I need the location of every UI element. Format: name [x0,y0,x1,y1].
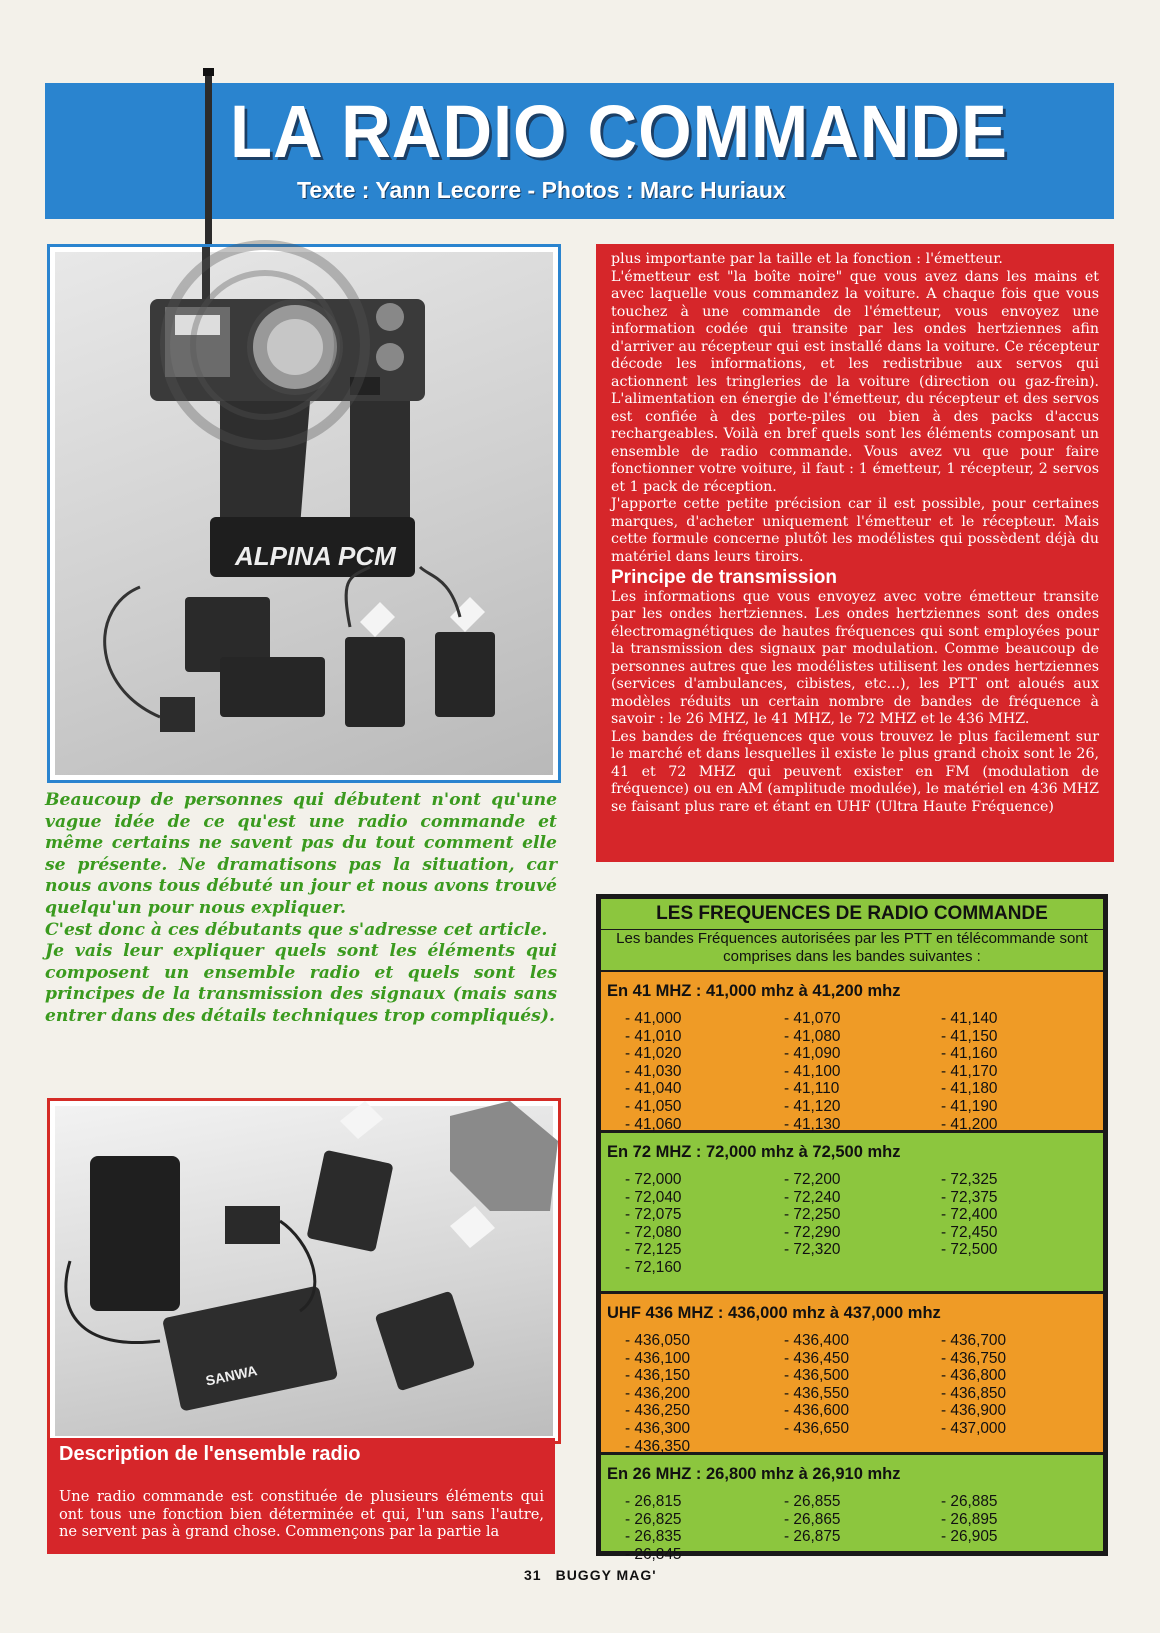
frequency-table-intro: Les bandes Fréquences autorisées par les PTT en télécommande sont comprises dans les bandes suivantes : [601,930,1103,970]
frequency-value: - 72,160 [625,1258,682,1276]
frequency-section-26 [601,1455,1103,1563]
transmission-heading: Principe de transmission [611,567,837,588]
frequency-column [625,1332,690,1455]
frequency-value: - 72,075 [625,1206,682,1224]
frequency-value: - 436,400 [784,1332,850,1349]
frequency-value: - 41,140 [941,1010,998,1027]
frequency-value: - 436,900 [941,1402,1007,1420]
frequency-table-title: LES FREQUENCES DE RADIO COMMANDE [601,899,1103,929]
frequency-value: - 436,250 [625,1402,691,1420]
frequency-section-heading: En 72 MHZ : 72,000 mhz à 72,500 mhz [607,1143,901,1161]
frequency-value: - 436,700 [941,1332,1007,1349]
frequency-value: - 41,110 [784,1080,840,1098]
frequency-column [941,1493,997,1546]
frequency-value: - 41,200 [941,1115,998,1133]
description-heading: Description de l'ensemble radio [59,1443,361,1465]
frequency-value: - 41,180 [941,1080,998,1098]
frequency-value: - 72,375 [941,1188,998,1206]
frequency-value: - 41,080 [784,1027,841,1045]
frequency-column [784,1171,840,1259]
frequency-value: - 436,200 [625,1384,691,1402]
frequency-value: - 26,855 [784,1493,841,1510]
frequency-value: - 41,170 [941,1062,998,1080]
frequency-value: - 72,325 [941,1171,998,1188]
frequency-value: - 41,070 [784,1010,841,1027]
frequency-value: - 41,150 [941,1027,998,1045]
article-paragraph: Les bandes de fréquences que vous trouvez le plus facilement sur le marché et dans lesquelles il existe le plus grand choix sont le 26, 41 et 72 MHZ qui peuvent exister en FM (modulation de fréquence) ou en AM (amplitude modulée), le matériel en 436 MHZ se faisant plus rare et étant en UHF (Ultra Haute Fréquence) [611,728,1099,815]
frequency-value: - 72,400 [941,1206,998,1224]
frequency-value: - 436,050 [625,1332,691,1349]
frequency-value: - 41,120 [784,1097,841,1115]
page-title: LA RADIO COMMANDE [230,90,1008,173]
frequency-value: - 26,865 [784,1510,841,1528]
frequency-value: - 436,550 [784,1384,850,1402]
frequency-column [941,1171,997,1259]
frequency-value: - 41,020 [625,1045,682,1063]
article-paragraph: Les informations que vous envoyez avec votre émetteur transite par les ondes hertziennes. Les ondes hertziennes sont des ondes électromagnétiques de hautes fréquences qui sont employées pour la transmission des signaux par modulation. Comme beaucoup de personnes autres que les modélistes utilisent les ondes hertziennes (services d'ambulances, cibistes, etc...), les PTT ont aloués aux modèles réduits un certain nombre de bandes de fréquence à savoir : le 26 MHZ, le 41 MHZ, le 72 MHZ et le 436 MHZ. [611,588,1099,727]
frequency-column [625,1493,681,1563]
frequency-value: - 72,200 [784,1171,841,1188]
frequency-section-436 [601,1294,1103,1455]
frequency-value: - 436,500 [784,1367,850,1385]
frequency-value: - 26,815 [625,1493,682,1510]
frequency-value: - 26,885 [941,1493,998,1510]
article-paragraph: plus importante par la taille et la fonction : l'émetteur. [611,251,1003,267]
frequency-value: - 436,850 [941,1384,1007,1402]
frequency-value: - 72,125 [625,1241,682,1259]
frequency-value: - 26,825 [625,1510,682,1528]
frequency-section-heading: En 26 MHZ : 26,800 mhz à 26,910 mhz [607,1465,901,1483]
frequency-value: - 436,100 [625,1349,691,1367]
frequency-column [784,1332,849,1438]
article-column [596,244,1114,862]
frequency-value: - 436,450 [784,1349,850,1367]
frequency-value: - 436,350 [625,1437,691,1455]
frequency-value: - 41,060 [625,1115,682,1133]
frequency-column [625,1171,681,1277]
frequency-value: - 437,000 [941,1419,1007,1437]
frequency-value: - 41,190 [941,1097,998,1115]
frequency-value: - 436,300 [625,1419,691,1437]
components-illustration [50,1101,558,1441]
watermark-stamp [150,230,380,460]
frequency-value: - 436,650 [784,1419,850,1437]
frequency-value: - 41,010 [625,1027,682,1045]
sanwa-label: SANWA [204,1362,259,1389]
page-footer [524,1567,671,1583]
frequency-value: - 72,450 [941,1223,998,1241]
frequency-table [596,894,1108,1563]
description-text: Une radio commande est constituée de plusieurs éléments qui ont tous une fonction bien déterminée et qui, l'un sans l'autre, ne servent pas à grand chose. Commençons par la partie la [59,1488,544,1541]
frequency-value: - 41,100 [784,1062,841,1080]
frequency-value: - 26,895 [941,1510,998,1528]
article-paragraph: J'apporte cette petite précision car il est possible, pour certaines marques, d'acheter uniquement l'émetteur et le récepteur. Mais cette formule concerne plutôt les modélistes qui possèdent déjà du matériel dans leurs tiroirs. [611,496,1099,565]
frequency-column [625,1010,681,1133]
page-number: 31 [524,1567,542,1583]
frequency-value: - 41,050 [625,1097,682,1115]
credits: Texte : Yann Lecorre - Photos : Marc Huriaux [297,177,786,203]
frequency-value: - 436,150 [625,1367,691,1385]
frequency-column [784,1493,840,1546]
frequency-value: - 436,600 [784,1402,850,1420]
frequency-value: - 41,090 [784,1045,841,1063]
magazine-name: BUGGY MAG' [555,1567,657,1583]
frequency-value: - 72,240 [784,1188,841,1206]
frequency-value: - 26,835 [625,1528,682,1546]
frequency-section-heading: En 41 MHZ : 41,000 mhz à 41,200 mhz [607,982,901,1000]
frequency-value: - 72,250 [784,1206,841,1224]
components-photo [47,1098,561,1444]
frequency-column [941,1332,1006,1438]
frequency-value: - 72,500 [941,1241,998,1259]
frequency-column [784,1010,840,1133]
frequency-section-72 [601,1133,1103,1291]
frequency-value: - 26,875 [784,1528,841,1546]
frequency-column [941,1010,997,1133]
frequency-value: - 436,800 [941,1367,1007,1385]
frequency-value: - 72,290 [784,1223,841,1241]
frequency-value: - 41,030 [625,1062,682,1080]
alpina-logo: ALPINA PCM [235,541,396,571]
frequency-value: - 72,000 [625,1171,682,1188]
frequency-value: - 26,905 [941,1528,998,1546]
frequency-value: - 72,040 [625,1188,682,1206]
frequency-value: - 72,080 [625,1223,682,1241]
intro-paragraph: Je vais leur expliquer quels sont les éléments qui composent un ensemble radio et quels sont les principes de la transmission des signaux (mais sans entrer dans des détails techniques trop compliqués). [45,941,557,1026]
frequency-value: - 41,130 [784,1115,841,1133]
frequency-value: - 436,750 [941,1349,1007,1367]
intro-text [45,790,557,1028]
intro-paragraph: Beaucoup de personnes qui débutent n'ont qu'une vague idée de ce qu'est une radio commande et même certains ne savent pas du tout comment elle se présente. Ne dramatisons pas la situation, car nous avons tous débuté un jour et nous avons trouvé quelqu'un pour nous expliquer. [45,790,557,918]
intro-paragraph: C'est donc à ces débutants que s'adresse cet article. [45,919,548,940]
frequency-value: - 41,160 [941,1045,998,1063]
frequency-section-41 [601,972,1103,1133]
frequency-section-heading: UHF 436 MHZ : 436,000 mhz à 437,000 mhz [607,1304,941,1322]
description-box [47,1438,555,1554]
frequency-value: - 41,040 [625,1080,682,1098]
frequency-value: - 26,845 [625,1545,682,1563]
frequency-value: - 72,320 [784,1241,841,1259]
article-paragraph: L'émetteur est "la boîte noire" que vous avez dans les mains et avec laquelle vous commandez la voiture. A chaque fois que vous touchez à une commande de l'émetteur, vous envoyez une information codée qui transite par les ondes hertziennes afin d'arriver au récepteur qui est installé dans la voiture. Ce récepteur décode les informations, et les redistribue aux servos qui actionnent les tringleries de la voiture (direction ou gaz-frein). L'alimentation en énergie de l'émetteur, du récepteur et des servos est confiée à des porte-piles ou bien à des packs d'accus rechargeables. Voilà en bref quels sont les éléments composant un ensemble de radio commande. Vous avez vu que pour faire fonctionner votre voiture, il faut : 1 émetteur, 1 récepteur, 2 servos et 1 pack de réception. [611,268,1099,495]
frequency-value: - 41,000 [625,1010,682,1027]
